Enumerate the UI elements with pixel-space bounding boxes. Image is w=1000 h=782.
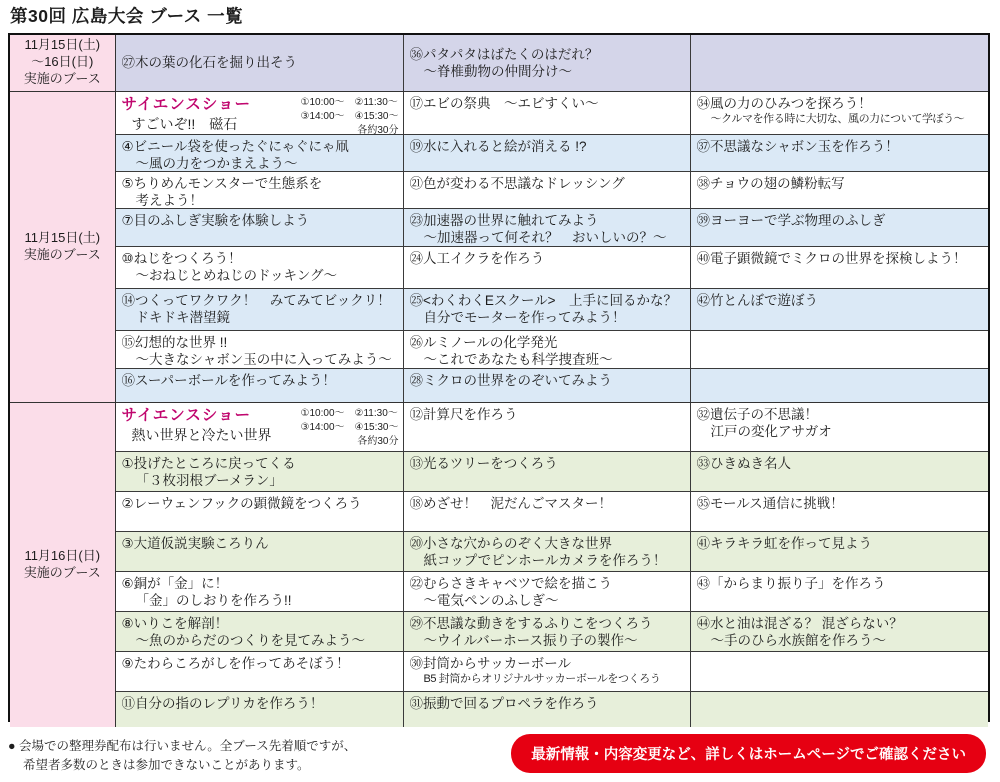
booth-line: ⑤ちりめんモンスターで生態系を	[121, 175, 323, 191]
date-cell	[10, 35, 116, 91]
booth-cell	[691, 652, 989, 691]
booth-line: ㉚封筒からサッカーボール	[409, 655, 571, 671]
footer	[8, 734, 990, 776]
booth-line: ⑧いりこを解剖！	[121, 615, 229, 631]
science-show-duration: 各約30分	[357, 124, 399, 134]
booth-cell	[116, 452, 404, 491]
booth-cell	[116, 532, 404, 571]
science-show-times-line2: ③14:00～ ④15:30～	[300, 110, 399, 122]
booth-line: 江戸の変化アサガオ	[710, 424, 832, 440]
booth-section	[10, 403, 988, 727]
date-line: 実施のブース	[23, 246, 101, 262]
booth-cell	[691, 532, 989, 571]
table-row	[116, 35, 989, 91]
booth-line: ～風の力をつかまえよう～	[135, 156, 298, 171]
booth-cell	[404, 247, 691, 288]
booth-cell	[691, 209, 989, 246]
booth-cell	[404, 452, 691, 491]
booth-line: 「金」のしおりを作ろう!!	[135, 593, 292, 609]
booth-cell	[404, 135, 691, 171]
booth-line: ㊸「からまり振り子」を作ろう	[696, 575, 886, 591]
date-line: ～16日(日)	[31, 54, 94, 70]
booth-line: ⑩ねじをつくろう！	[121, 250, 242, 266]
booth-cell	[404, 532, 691, 571]
booth-line: ⑦目のふしぎ実験を体験しよう	[121, 212, 310, 228]
booth-cell	[116, 135, 404, 171]
booth-line: ⑥銅が「金」に！	[121, 575, 229, 591]
booth-cell	[404, 612, 691, 651]
booth-cell	[691, 612, 989, 651]
table-row	[116, 692, 989, 727]
booth-line: ㊲不思議なシャボン玉を作ろう！	[696, 138, 899, 154]
date-cell	[10, 92, 116, 402]
booth-line: ㉕<わくわくEスクール> 上手に回るかな？	[409, 292, 678, 308]
booth-section	[10, 35, 988, 92]
booth-line: ㉖ルミノールの化学発光	[409, 334, 558, 350]
booth-cell	[404, 652, 691, 691]
table-row	[116, 652, 989, 692]
booth-line: ～加速器って何それ？ おいしいの？～	[423, 230, 667, 246]
science-show-times	[301, 95, 399, 134]
booth-line: 考えよう！	[135, 193, 203, 208]
booth-line: ②レーウェンフックの顕微鏡をつくろう	[121, 495, 362, 511]
booth-line: ㉙不思議な動きをするふりこをつくろう	[409, 615, 653, 631]
booth-line: ドキドキ潜望鏡	[135, 310, 230, 326]
footer-note	[8, 734, 356, 776]
booth-line: ㊳チョウの翅の鱗粉転写	[696, 175, 845, 191]
table-row	[116, 247, 989, 289]
booth-line: ①投げたところに戻ってくる	[121, 455, 296, 471]
table-row	[116, 331, 989, 369]
booth-line: ⑭つくってワクワク！ みてみてビックリ！	[121, 292, 391, 308]
booth-line: ③大道仮説実験ころりん	[121, 535, 269, 551]
booth-cell	[116, 172, 404, 208]
science-show-subtitle: すごいぞ!! 磁石	[131, 115, 238, 132]
booth-line: ～電気ペンのふしぎ～	[423, 593, 559, 609]
science-show-block	[122, 406, 399, 449]
section-rows	[116, 403, 989, 727]
booth-line: ～大きなシャボン玉の中に入ってみよう～	[135, 352, 392, 368]
table-row	[116, 135, 989, 172]
booth-line: ㉜遺伝子の不思議！	[696, 406, 818, 422]
date-line: 11月15日(土)	[24, 229, 101, 245]
booth-cell	[116, 612, 404, 651]
booth-line: ㉝ひきぬき名人	[696, 455, 791, 471]
booth-line: ⑬光るツリーをつくろう	[409, 455, 558, 471]
booth-cell	[691, 331, 989, 368]
booth-line: ～魚のからだのつくりを見てみよう～	[135, 633, 365, 649]
booth-line: ⑲水に入れると絵が消える !?	[409, 138, 587, 154]
homepage-banner: 最新情報・内容変更など、詳しくはホームページでご確認ください	[511, 734, 986, 773]
table-row	[116, 209, 989, 247]
science-show-subtitle: 熱い世界と冷たい世界	[131, 426, 272, 443]
booth-cell	[116, 652, 404, 691]
booth-cell	[691, 492, 989, 531]
booth-line: ㊹水と油は混ざる？ 混ざらない？	[696, 615, 903, 631]
table-row	[116, 612, 989, 652]
booth-cell	[116, 92, 404, 134]
booth-cell	[404, 209, 691, 246]
booth-cell	[404, 492, 691, 531]
science-show-label: サイエンスショー	[121, 95, 252, 113]
date-cell	[10, 403, 116, 727]
booth-cell	[691, 135, 989, 171]
booth-cell	[116, 209, 404, 246]
booth-line: ⑯スーパーボールを作ってみよう！	[121, 372, 336, 388]
date-line: 11月15日(土)	[24, 37, 101, 53]
booth-line: ㊷竹とんぼで遊ぼう	[696, 292, 818, 308]
booth-cell	[404, 403, 691, 451]
booth-line: ～クルマを作る時に大切な、風の力について学ぼう～	[710, 113, 965, 126]
page-title: 第30回 広島大会 ブース 一覧	[10, 6, 244, 26]
booth-line: ㉔人工イクラを作ろう	[409, 250, 545, 266]
booth-line: ㉞風の力のひみつを探ろう！	[696, 95, 872, 111]
booth-line: ㊵電子顕微鏡でミクロの世界を探検しよう！	[696, 250, 967, 266]
booth-cell	[404, 172, 691, 208]
booth-line: ㉗木の葉の化石を掘り出そう	[121, 55, 297, 71]
science-show-times-line1: ①10:00～ ②11:30～	[300, 96, 398, 108]
booth-line: ⑰エビの祭典 ～エビすくい～	[409, 95, 599, 111]
booth-cell	[691, 572, 989, 611]
booth-cell	[116, 492, 404, 531]
table-row	[116, 452, 989, 492]
booth-cell	[691, 35, 989, 91]
booth-line: ㉑色が変わる不思議なドレッシング	[409, 175, 625, 191]
table-row	[116, 492, 989, 532]
booth-cell	[116, 331, 404, 368]
booth-line: ⑪自分の指のレプリカを作ろう！	[121, 695, 324, 711]
science-show-block	[122, 95, 399, 134]
footer-note-line2: 希望者多数のときは参加できないことがあります。	[23, 758, 310, 773]
booth-line: ～脊椎動物の仲間分け～	[423, 64, 572, 80]
table-row	[116, 172, 989, 209]
booth-cell	[691, 403, 989, 451]
booth-line: ⑮幻想的な世界 !!	[121, 334, 228, 350]
date-line: 実施のブース	[23, 564, 101, 580]
science-show-duration: 各約30分	[357, 435, 399, 447]
booth-table	[8, 33, 990, 722]
table-row	[116, 369, 989, 402]
table-row	[116, 92, 989, 135]
booth-line: ㉒むらさきキャベツで絵を描こう	[409, 575, 612, 591]
booth-line: ～手のひら水族館を作ろう～	[710, 633, 886, 649]
booth-cell	[691, 452, 989, 491]
booth-line: ～おねじとめねじのドッキング～	[135, 268, 338, 284]
booth-line: 自分でモーターを作ってみよう！	[423, 310, 626, 326]
booth-cell	[116, 289, 404, 330]
booth-line: ④ビニール袋を使ったぐにゃぐにゃ凧	[121, 138, 349, 154]
booth-line: ㊴ヨーヨーで学ぶ物理のふしぎ	[696, 212, 886, 228]
table-row	[116, 289, 989, 331]
booth-cell	[404, 572, 691, 611]
booth-line: ～これであなたも科学捜査班～	[423, 352, 613, 368]
booth-cell	[116, 35, 404, 91]
booth-section	[10, 92, 988, 403]
booth-cell	[404, 369, 691, 402]
booth-cell	[116, 369, 404, 402]
booth-cell	[116, 572, 404, 611]
booth-line: ～ウイルバーホース振り子の製作～	[423, 633, 638, 649]
booth-line: 「３枚羽根ブーメラン」	[135, 473, 283, 489]
booth-cell	[691, 692, 989, 727]
booth-cell	[404, 289, 691, 330]
table-row	[116, 572, 989, 612]
booth-line: 紙コップでピンホールカメラを作ろう！	[423, 553, 667, 569]
booth-cell	[404, 35, 691, 91]
booth-cell	[691, 369, 989, 402]
science-show-left	[122, 406, 272, 449]
booth-cell	[116, 403, 404, 451]
booth-cell	[116, 692, 404, 727]
date-line: 実施のブース	[23, 71, 101, 87]
booth-cell	[691, 172, 989, 208]
booth-line: ㉓加速器の世界に触れてみよう	[409, 212, 599, 228]
booth-line: ⑨たわらころがしを作ってあそぼう！	[121, 655, 350, 671]
science-show-times-line1: ①10:00～ ②11:30～	[300, 407, 398, 419]
booth-line: ⑱めざせ！ 泥だんごマスター！	[409, 495, 612, 511]
booth-line: ㉘ミクロの世界をのぞいてみよう	[409, 372, 612, 388]
section-rows	[116, 92, 989, 402]
booth-cell	[404, 331, 691, 368]
booth-cell	[116, 247, 404, 288]
booth-line: ㊶キラキラ虹を作って見よう	[696, 535, 872, 551]
table-row	[116, 403, 989, 452]
booth-line: ⑳小さな穴からのぞく大きな世界	[409, 535, 612, 551]
booth-cell	[691, 247, 989, 288]
booth-cell	[691, 92, 989, 134]
science-show-times-line2: ③14:00～ ④15:30～	[300, 421, 399, 433]
booth-cell	[404, 692, 691, 727]
science-show-label: サイエンスショー	[121, 406, 252, 424]
science-show-left	[122, 95, 252, 134]
table-row	[116, 532, 989, 572]
section-rows	[116, 35, 989, 91]
booth-line: B5 封筒からオリジナルサッカーボールをつくろう	[423, 673, 661, 686]
booth-line: ㉛振動で回るプロペラを作ろう	[409, 695, 599, 711]
booth-cell	[691, 289, 989, 330]
date-line: 11月16日(日)	[24, 547, 101, 563]
booth-line: ㊱パタパタはばたくのはだれ？	[409, 46, 599, 62]
footer-note-line1: ● 会場での整理券配布は行いません。全ブース先着順ですが、	[8, 739, 357, 753]
booth-cell	[404, 92, 691, 134]
booth-line: ㉟モールス通信に挑戦！	[696, 495, 844, 511]
booth-line: ⑫計算尺を作ろう	[409, 406, 518, 422]
science-show-times	[301, 406, 399, 449]
